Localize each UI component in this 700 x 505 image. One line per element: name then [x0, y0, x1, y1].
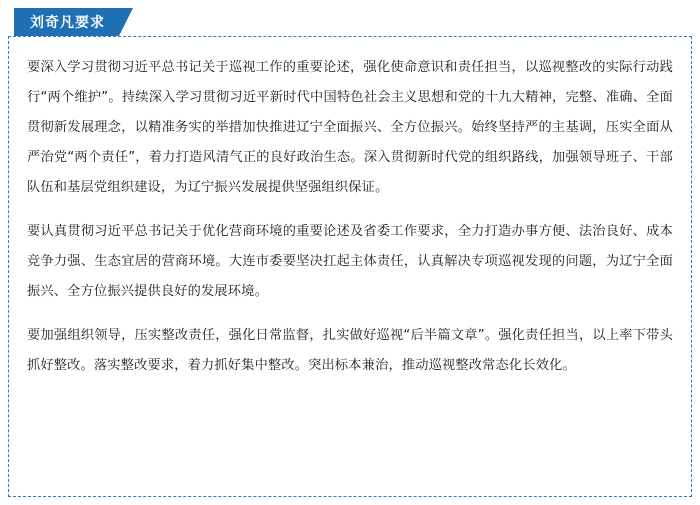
- section-header: [14, 8, 133, 36]
- document-body: [8, 36, 692, 497]
- paragraph: 要认真贯彻习近平总书记关于优化营商环境的重要论述及省委工作要求，全力打造办事方便、法治良好、成本竞争力强、生态宜居的营商环境。大连市委要坚决扛起主体责任，认真解决专项巡视发现的问题，为辽宁全面振兴、全方位振兴提供良好的发展环境。: [27, 224, 673, 299]
- section-title: 刘奇凡要求: [14, 8, 119, 36]
- paragraph: 要加强组织领导，压实整改责任，强化日常监督，扎实做好巡视“后半篇文章”。强化责任担当，以上率下带头抓好整改。落实整改要求，着力抓好集中整改。突出标本兼治，推动巡视整改常态化长效化。: [27, 328, 673, 373]
- header-notch-shape: [119, 8, 133, 36]
- paragraph: 要深入学习贯彻习近平总书记关于巡视工作的重要论述，强化使命意识和责任担当，以巡视整改的实际行动践行“两个维护”。持续深入学习贯彻习近平新时代中国特色社会主义思想和党的十九大精神，完整、准确、全面贯彻新发展理念，以精准务实的举措加快推进辽宁全面振兴、全方位振兴。始终坚持严的主基调，压实全面从严治党“两个责任”，着力打造风清气正的良好政治生态。深入贯彻新时代党的组织路线，加强领导班子、干部队伍和基层党组织建设，为辽宁振兴发展提供坚强组织保证。: [27, 60, 673, 195]
